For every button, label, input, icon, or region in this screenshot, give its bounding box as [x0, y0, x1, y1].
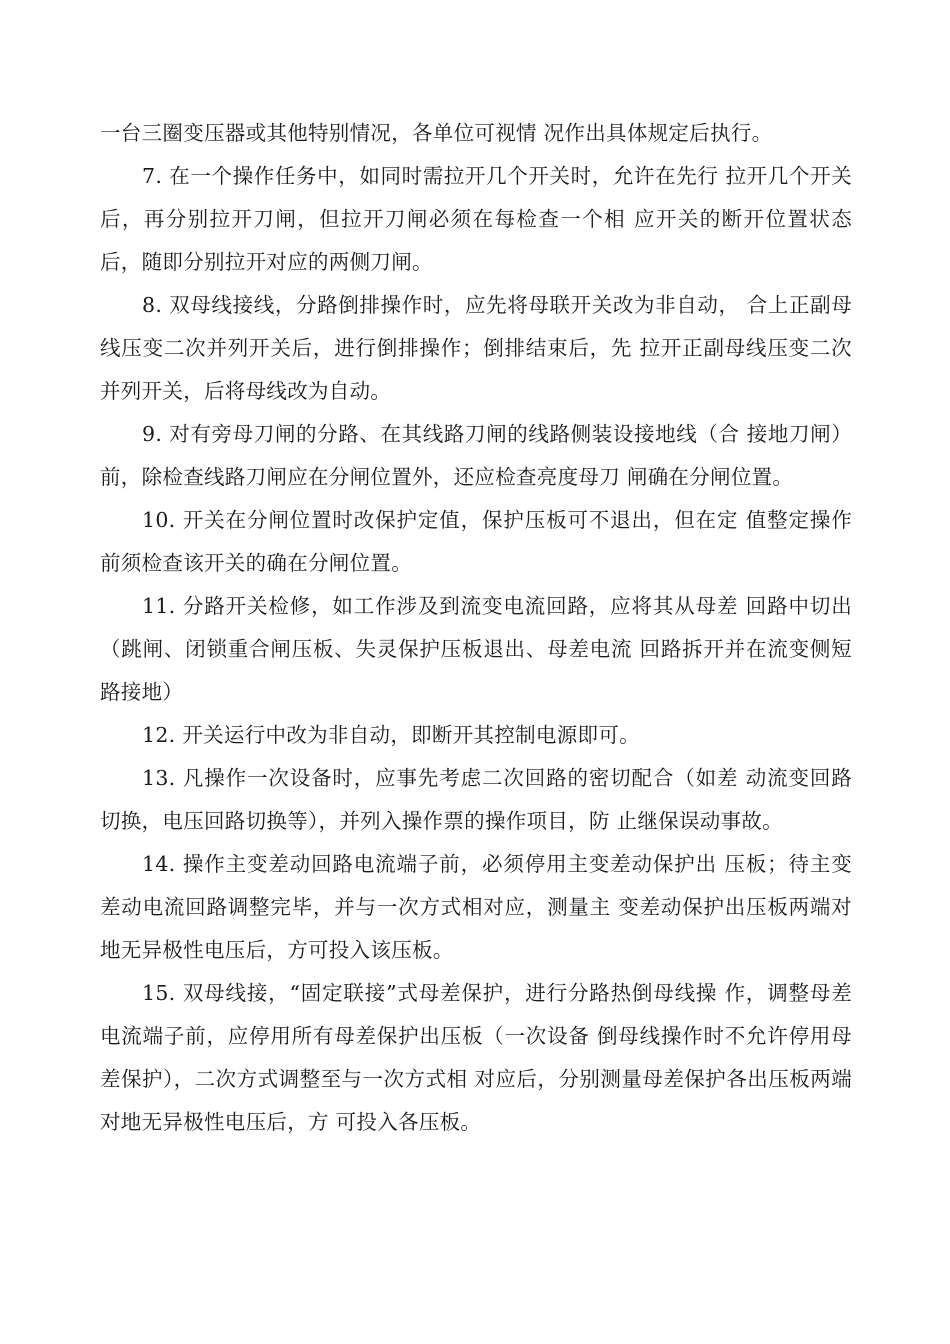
paragraph-item-8: 8. 双母线接线，分路倒排操作时，应先将母联开关改为非自动， 合上正副母线压变二次并列开关后，进行倒排操作；倒排结束后，先 拉开正副母线压变二次并列开关，后将母线改为自动。	[100, 293, 852, 403]
paragraph-item-11: 11. 分路开关检修，如工作涉及到流变电流回路，应将其从母差 回路中切出（跳闸、闭锁重合闸压板、失灵保护压板退出、母差电流 回路拆开并在流变侧短路接地）	[100, 594, 852, 704]
paragraph-item-14: 14. 操作主变差动回路电流端子前，必须停用主变差动保护出 压板；待主变差动电流回路调整完毕，并与一次方式相对应，测量主 变差动保护出压板两端对地无异极性电压后，方可投入该压板。	[100, 852, 852, 962]
paragraph-item-7: 7. 在一个操作任务中，如同时需拉开几个开关时，允许在先行 拉开几个开关后，再分别拉开刀闸，但拉开刀闸必须在每检查一个相 应开关的断开位置状态后，随即分别拉开对应的两侧刀闸。	[100, 164, 852, 274]
paragraph-item-12: 12. 开关运行中改为非自动，即断开其控制电源即可。	[142, 723, 640, 747]
paragraph-item-13: 13. 凡操作一次设备时，应事先考虑二次回路的密切配合（如差 动流变回路切换，电压回路切换等），并列入操作票的操作项目，防 止继保误动事故。	[100, 766, 852, 833]
paragraph-item-9: 9. 对有旁母刀闸的分路、在其线路刀闸的线路侧装设接地线（合 接地刀闸）前，除检查线路刀闸应在分闸位置外，还应检查亮度母刀 闸确在分闸位置。	[100, 422, 852, 489]
paragraph-continuation: 一台三圈变压器或其他特别情况，各单位可视情 况作出具体规定后执行。	[100, 121, 773, 145]
paragraph-item-15: 15. 双母线接，“固定联接”式母差保护，进行分路热倒母线操 作，调整母差电流端子前，应停用所有母差保护出压板（一次设备 倒母线操作时不允许停用母差保护），二次方式调整至与一次方式相 对应后，分别测量母差保护各出压板两端对地无异极性电压后，方 可投入各压板。	[100, 981, 852, 1134]
document-body	[100, 112, 852, 1144]
paragraph-item-10: 10. 开关在分闸位置时改保护定值，保护压板可不退出，但在定 值整定操作前须检查该开关的确在分闸位置。	[100, 508, 852, 575]
